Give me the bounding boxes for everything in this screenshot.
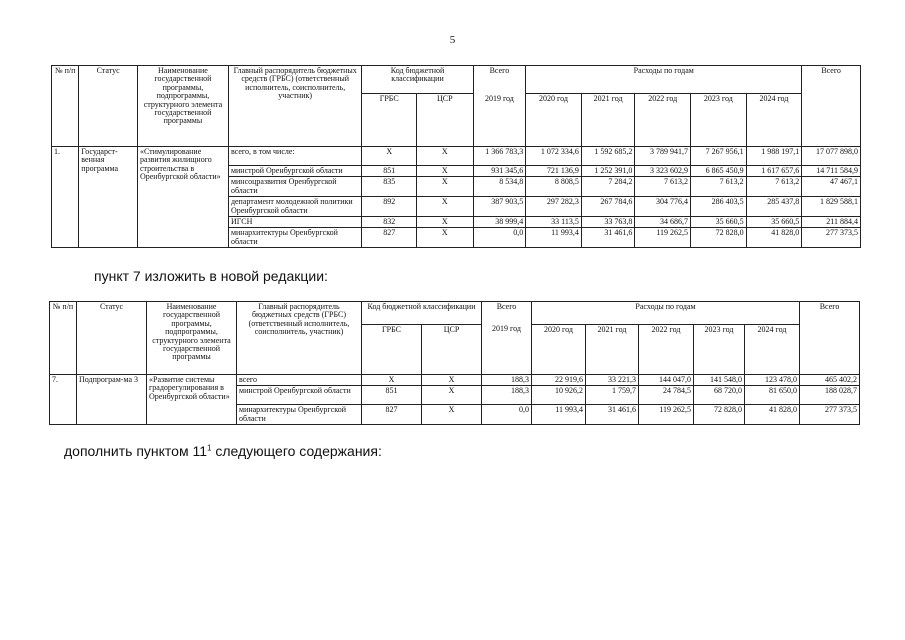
row-2023: 286 403,5 bbox=[691, 197, 747, 217]
row-2022: 3 789 941,7 bbox=[635, 147, 691, 166]
row-2021: 267 784,6 bbox=[581, 197, 635, 217]
header-grand-total: Всего bbox=[802, 66, 861, 147]
row-total-2019: 188,3 bbox=[482, 375, 532, 386]
row-2023: 68 720,0 bbox=[694, 386, 745, 405]
row-2021: 1 759,7 bbox=[586, 386, 639, 405]
row-grand-total: 277 373,5 bbox=[802, 228, 861, 248]
row-grand-total: 277 373,5 bbox=[800, 405, 860, 425]
header-year-2024: 2024 год bbox=[746, 94, 802, 147]
row-total-2019: 0,0 bbox=[473, 228, 526, 248]
row-grbs: 832 bbox=[362, 216, 417, 227]
row-2022: 144 047,0 bbox=[639, 375, 694, 386]
header-budget-code: Код бюджетной классификации bbox=[362, 302, 482, 325]
row-2023: 72 828,0 bbox=[691, 228, 747, 248]
row-2024: 285 437,8 bbox=[746, 197, 802, 217]
row-2022: 304 776,4 bbox=[635, 197, 691, 217]
table-row bbox=[50, 375, 860, 386]
header-budget-code: Код бюджетной классификации bbox=[362, 66, 473, 94]
header-total-year: 2019 год bbox=[473, 94, 526, 147]
header-total: Всего bbox=[473, 66, 526, 94]
row-total-2019: 1 366 783,3 bbox=[473, 147, 526, 166]
row-2022: 119 262,5 bbox=[639, 405, 694, 425]
heading-item-11-1 bbox=[64, 443, 382, 459]
row-total-2019: 0,0 bbox=[482, 405, 532, 425]
row-csr: Х bbox=[417, 216, 474, 227]
row-status: Подпрограм-ма 3 bbox=[77, 375, 147, 425]
page-number: 5 bbox=[449, 34, 456, 46]
program-table-2 bbox=[49, 301, 860, 425]
header-num: № п/п bbox=[52, 66, 79, 147]
row-total-2019: 38 999,4 bbox=[473, 216, 526, 227]
row-2020: 1 072 334,6 bbox=[526, 147, 582, 166]
row-2022: 7 613,2 bbox=[635, 177, 691, 197]
row-exec: ИГСН bbox=[228, 216, 361, 227]
header-year-2023: 2023 год bbox=[694, 324, 745, 374]
header-grand-total: Всего bbox=[800, 302, 860, 375]
header-row bbox=[50, 302, 860, 325]
row-2020: 10 926,2 bbox=[532, 386, 586, 405]
header-year-2021: 2021 год bbox=[581, 94, 635, 147]
heading-item-11-1-tail: следующего содержания: bbox=[211, 443, 382, 459]
header-total: Всего bbox=[482, 302, 532, 325]
heading-item-7: пункт 7 изложить в новой редакции: bbox=[94, 268, 328, 284]
header-year-2021: 2021 год bbox=[586, 324, 639, 374]
row-exec: минархитектуры Оренбургской области bbox=[237, 405, 362, 425]
row-grbs: 827 bbox=[362, 405, 422, 425]
row-csr: Х bbox=[417, 147, 474, 166]
row-2024: 41 828,0 bbox=[746, 228, 802, 248]
row-2023: 7 613,2 bbox=[691, 177, 747, 197]
row-csr: Х bbox=[422, 405, 482, 425]
header-total-year: 2019 год bbox=[482, 324, 532, 374]
row-csr: Х bbox=[417, 197, 474, 217]
row-2020: 297 282,3 bbox=[526, 197, 582, 217]
row-2023: 35 660,5 bbox=[691, 216, 747, 227]
header-name: Наименование государственной программы, подпрограммы, структурного элемента государственной программы bbox=[147, 302, 237, 375]
row-2024: 1 988 197,1 bbox=[746, 147, 802, 166]
header-year-2024: 2024 год bbox=[745, 324, 800, 374]
row-exec: всего bbox=[237, 375, 362, 386]
row-2021: 31 461,6 bbox=[586, 405, 639, 425]
row-2024: 123 478,0 bbox=[745, 375, 800, 386]
row-2022: 119 262,5 bbox=[635, 228, 691, 248]
header-expenses-by-year: Расходы по годам bbox=[526, 66, 802, 94]
row-grand-total: 17 077 898,0 bbox=[802, 147, 861, 166]
row-2023: 6 865 450,9 bbox=[691, 166, 747, 177]
row-grand-total: 1 829 588,1 bbox=[802, 197, 861, 217]
row-name: «Стимулирование развития жилищного строительства в Оренбургской области» bbox=[137, 147, 228, 248]
header-grbs: ГРБС bbox=[362, 324, 422, 374]
row-2020: 8 808,5 bbox=[526, 177, 582, 197]
header-csr: ЦСР bbox=[417, 94, 474, 147]
header-year-2023: 2023 год bbox=[691, 94, 747, 147]
row-csr: Х bbox=[422, 386, 482, 405]
header-status: Статус bbox=[79, 66, 138, 147]
row-grbs: Х bbox=[362, 147, 417, 166]
row-2021: 31 461,6 bbox=[581, 228, 635, 248]
row-grbs: 892 bbox=[362, 197, 417, 217]
row-csr: Х bbox=[417, 177, 474, 197]
row-grand-total: 211 884,4 bbox=[802, 216, 861, 227]
row-2023: 7 267 956,1 bbox=[691, 147, 747, 166]
header-row bbox=[52, 66, 861, 94]
row-2020: 11 993,4 bbox=[526, 228, 582, 248]
row-csr: Х bbox=[417, 228, 474, 248]
header-num: № п/п bbox=[50, 302, 77, 375]
row-2023: 141 548,0 bbox=[694, 375, 745, 386]
table-row bbox=[52, 147, 861, 166]
row-grbs: 835 bbox=[362, 177, 417, 197]
row-2022: 24 784,5 bbox=[639, 386, 694, 405]
header-grbs-main: Главный распорядитель бюджетных средств (ГРБС) (ответственный исполнитель, соисполнитель, участник) bbox=[228, 66, 361, 147]
header-grbs: ГРБС bbox=[362, 94, 417, 147]
header-year-2020: 2020 год bbox=[526, 94, 582, 147]
row-total-2019: 188,3 bbox=[482, 386, 532, 405]
row-exec: минархитектуры Оренбургской области bbox=[228, 228, 361, 248]
row-total-2019: 931 345,6 bbox=[473, 166, 526, 177]
row-grbs: 851 bbox=[362, 166, 417, 177]
heading-item-11-1-superscript: 1 bbox=[207, 443, 212, 453]
row-grand-total: 14 711 584,9 bbox=[802, 166, 861, 177]
row-2020: 721 136,9 bbox=[526, 166, 582, 177]
row-2022: 3 323 602,9 bbox=[635, 166, 691, 177]
row-num: 7. bbox=[50, 375, 77, 425]
header-year-2022: 2022 год bbox=[635, 94, 691, 147]
row-2022: 34 686,7 bbox=[635, 216, 691, 227]
row-grand-total: 188 028,7 bbox=[800, 386, 860, 405]
header-csr: ЦСР bbox=[422, 324, 482, 374]
header-year-2022: 2022 год bbox=[639, 324, 694, 374]
row-total-2019: 8 534,8 bbox=[473, 177, 526, 197]
program-table-1 bbox=[51, 65, 861, 248]
row-exec: минстрой Оренбургской области bbox=[228, 166, 361, 177]
row-2024: 41 828,0 bbox=[745, 405, 800, 425]
row-2024: 7 613,2 bbox=[746, 177, 802, 197]
row-status: Государст-венная программа bbox=[79, 147, 138, 248]
row-exec: всего, в том числе: bbox=[228, 147, 361, 166]
row-2020: 22 919,6 bbox=[532, 375, 586, 386]
header-status: Статус bbox=[77, 302, 147, 375]
row-name: «Развитие системы градорегулирования в Оренбургской области» bbox=[147, 375, 237, 425]
row-2021: 7 284,2 bbox=[581, 177, 635, 197]
row-csr: Х bbox=[422, 375, 482, 386]
row-2020: 33 113,5 bbox=[526, 216, 582, 227]
row-2021: 33 763,8 bbox=[581, 216, 635, 227]
row-2024: 1 617 657,6 bbox=[746, 166, 802, 177]
row-exec: минсоцразвития Оренбургской области bbox=[228, 177, 361, 197]
row-2024: 35 660,5 bbox=[746, 216, 802, 227]
row-grbs: Х bbox=[362, 375, 422, 386]
row-2021: 1 592 685,2 bbox=[581, 147, 635, 166]
row-2020: 11 993,4 bbox=[532, 405, 586, 425]
row-grand-total: 47 467,1 bbox=[802, 177, 861, 197]
header-expenses-by-year: Расходы по годам bbox=[532, 302, 800, 325]
row-csr: Х bbox=[417, 166, 474, 177]
row-exec: минстрой Оренбургской области bbox=[237, 386, 362, 405]
row-2021: 1 252 391,0 bbox=[581, 166, 635, 177]
row-grbs: 827 bbox=[362, 228, 417, 248]
row-grbs: 851 bbox=[362, 386, 422, 405]
heading-item-11-1-text: дополнить пунктом 11 bbox=[64, 443, 208, 459]
row-2023: 72 828,0 bbox=[694, 405, 745, 425]
row-num: 1. bbox=[52, 147, 79, 248]
header-year-2020: 2020 год bbox=[532, 324, 586, 374]
row-grand-total: 465 402,2 bbox=[800, 375, 860, 386]
header-grbs-main: Главный распорядитель бюджетных средств (ГРБС) (ответственный исполнитель, соисполнитель, участник) bbox=[237, 302, 362, 375]
row-exec: департамент молодежной политики Оренбургской области bbox=[228, 197, 361, 217]
row-total-2019: 387 903,5 bbox=[473, 197, 526, 217]
row-2024: 81 650,0 bbox=[745, 386, 800, 405]
header-name: Наименование государственной программы, подпрограммы, структурного элемента государственной программы bbox=[137, 66, 228, 147]
row-2021: 33 221,3 bbox=[586, 375, 639, 386]
